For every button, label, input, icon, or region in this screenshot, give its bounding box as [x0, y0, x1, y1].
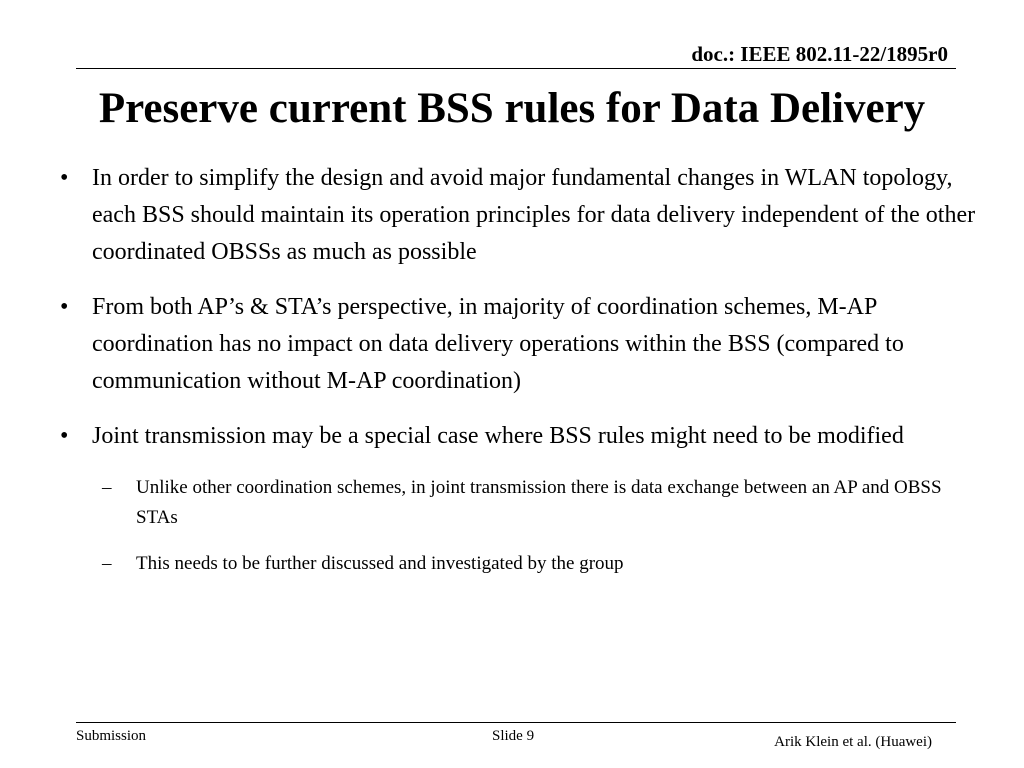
bullet-item — [56, 160, 980, 271]
bullet-marker: • — [60, 294, 69, 320]
footer-author: Arik Klein et al. (Huawei) — [774, 734, 932, 750]
bullet-text: In order to simplify the design and avoid major fundamental changes in WLAN topology, each BSS should maintain its operation principles for data delivery independent of the other coordinated OBSSs as much as possible — [92, 165, 976, 265]
sub-bullet-item — [100, 473, 980, 533]
slide-title: Preserve current BSS rules for Data Delivery — [98, 85, 926, 132]
bullet-item — [56, 289, 980, 400]
slide-body — [56, 160, 980, 595]
footer-submission: Submission — [76, 728, 147, 744]
footer-divider — [76, 722, 956, 723]
sub-bullet-marker: – — [102, 477, 112, 498]
sub-bullet-text: Unlike other coordination schemes, in joint transmission there is data exchange between an AP and OBSS STAs — [136, 477, 942, 528]
footer-slide-number: Slide 9 — [492, 728, 535, 744]
bullet-item — [56, 418, 980, 455]
bullet-text: Joint transmission may be a special case where BSS rules might need to be modified — [92, 423, 904, 449]
bullet-marker: • — [60, 165, 69, 191]
bullet-marker: • — [60, 423, 69, 449]
document-id: doc.: IEEE 802.11-22/1895r0 — [691, 42, 948, 66]
sub-bullet-item — [100, 549, 980, 579]
bullet-text: From both AP’s & STA’s perspective, in majority of coordination schemes, M-AP coordination has no impact on data delivery operations within the BSS (compared to communication without M-AP coordination) — [92, 294, 904, 394]
header-divider — [76, 68, 956, 69]
sub-bullet-text: This needs to be further discussed and investigated by the group — [136, 553, 624, 574]
sub-bullet-marker: – — [102, 553, 112, 574]
